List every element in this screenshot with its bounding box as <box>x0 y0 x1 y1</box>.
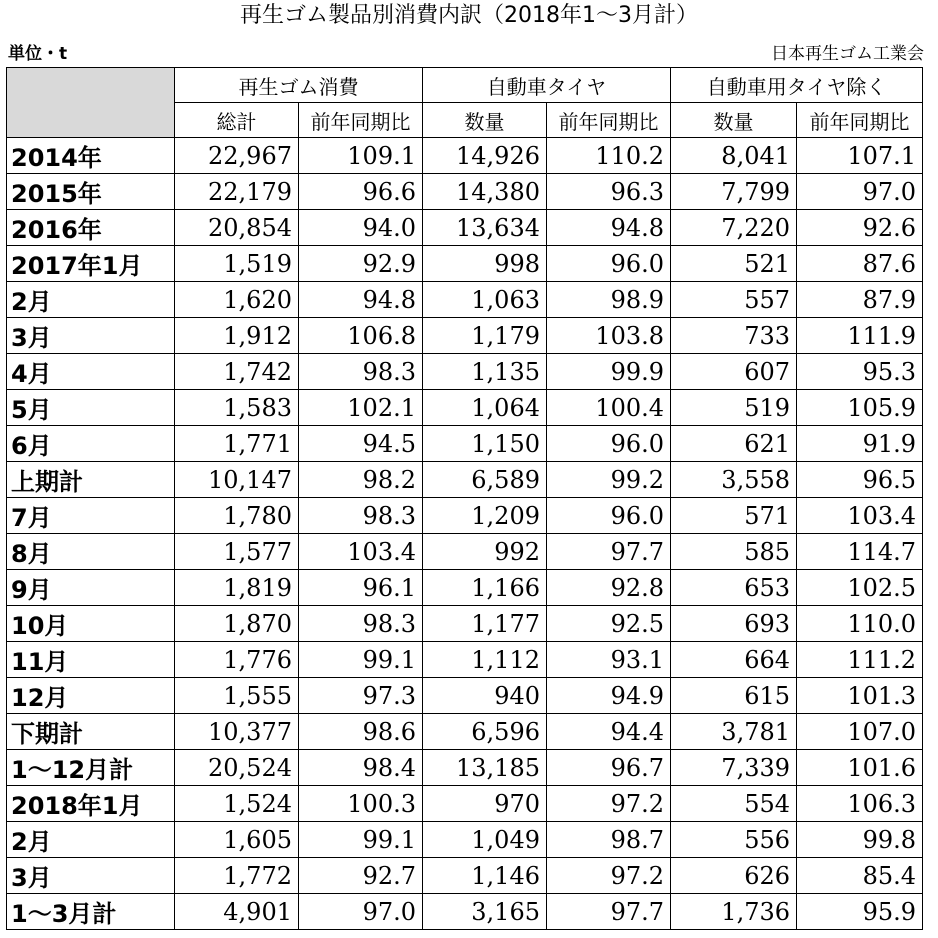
value-cell: 87.6 <box>797 246 923 282</box>
value-cell: 1,780 <box>175 498 299 534</box>
value-cell: 1,736 <box>671 894 797 930</box>
table-row <box>7 606 923 642</box>
value-cell: 1,620 <box>175 282 299 318</box>
value-cell: 1,912 <box>175 318 299 354</box>
value-cell: 1,112 <box>423 642 547 678</box>
value-cell: 940 <box>423 678 547 714</box>
value-cell: 7,339 <box>671 750 797 786</box>
value-cell: 94.8 <box>299 282 423 318</box>
table-row <box>7 570 923 606</box>
value-cell: 98.2 <box>299 462 423 498</box>
value-cell: 1,064 <box>423 390 547 426</box>
value-cell: 992 <box>423 534 547 570</box>
table-row <box>7 642 923 678</box>
value-cell: 8,041 <box>671 138 797 174</box>
value-cell: 1,150 <box>423 426 547 462</box>
value-cell: 92.6 <box>797 210 923 246</box>
row-label: 4月 <box>7 354 175 390</box>
value-cell: 99.1 <box>299 822 423 858</box>
table-row <box>7 858 923 894</box>
value-cell: 92.8 <box>547 570 671 606</box>
value-cell: 1,555 <box>175 678 299 714</box>
value-cell: 99.2 <box>547 462 671 498</box>
value-cell: 96.0 <box>547 246 671 282</box>
organization-name: 日本再生ゴム工業会 <box>771 44 924 64</box>
value-cell: 109.1 <box>299 138 423 174</box>
table-row <box>7 246 923 282</box>
value-cell: 1,166 <box>423 570 547 606</box>
value-cell: 92.7 <box>299 858 423 894</box>
row-label: 2月 <box>7 282 175 318</box>
subheader-cell: 前年同期比 <box>797 103 923 138</box>
value-cell: 1,771 <box>175 426 299 462</box>
value-cell: 85.4 <box>797 858 923 894</box>
value-cell: 101.3 <box>797 678 923 714</box>
value-cell: 557 <box>671 282 797 318</box>
value-cell: 96.7 <box>547 750 671 786</box>
table-row <box>7 390 923 426</box>
value-cell: 96.0 <box>547 498 671 534</box>
value-cell: 3,558 <box>671 462 797 498</box>
value-cell: 733 <box>671 318 797 354</box>
table-row <box>7 498 923 534</box>
value-cell: 101.6 <box>797 750 923 786</box>
value-cell: 103.8 <box>547 318 671 354</box>
row-label: 3月 <box>7 858 175 894</box>
group-header-non-tire: 自動車用タイヤ除く <box>671 68 923 103</box>
table-row <box>7 174 923 210</box>
value-cell: 94.8 <box>547 210 671 246</box>
value-cell: 87.9 <box>797 282 923 318</box>
value-cell: 98.7 <box>547 822 671 858</box>
value-cell: 98.4 <box>299 750 423 786</box>
value-cell: 1,179 <box>423 318 547 354</box>
value-cell: 95.9 <box>797 894 923 930</box>
row-label: 1～12月計 <box>7 750 175 786</box>
group-header-row <box>7 68 923 103</box>
value-cell: 92.5 <box>547 606 671 642</box>
value-cell: 96.5 <box>797 462 923 498</box>
table-row <box>7 354 923 390</box>
value-cell: 97.0 <box>797 174 923 210</box>
row-label: 9月 <box>7 570 175 606</box>
table-row <box>7 678 923 714</box>
page-title: 再生ゴム製品別消費内訳（2018年1～3月計） <box>240 3 698 28</box>
value-cell: 1,063 <box>423 282 547 318</box>
value-cell: 3,165 <box>423 894 547 930</box>
value-cell: 1,519 <box>175 246 299 282</box>
table-row <box>7 462 923 498</box>
group-header-reclaimed-rubber: 再生ゴム消費 <box>175 68 423 103</box>
value-cell: 103.4 <box>299 534 423 570</box>
row-label: 上期計 <box>7 462 175 498</box>
value-cell: 97.7 <box>547 894 671 930</box>
value-cell: 653 <box>671 570 797 606</box>
corner-cell <box>7 68 175 138</box>
table-row <box>7 210 923 246</box>
value-cell: 99.1 <box>299 642 423 678</box>
value-cell: 96.0 <box>547 426 671 462</box>
value-cell: 13,634 <box>423 210 547 246</box>
row-label: 6月 <box>7 426 175 462</box>
value-cell: 97.3 <box>299 678 423 714</box>
value-cell: 98.9 <box>547 282 671 318</box>
value-cell: 1,776 <box>175 642 299 678</box>
value-cell: 94.5 <box>299 426 423 462</box>
table-row <box>7 822 923 858</box>
value-cell: 91.9 <box>797 426 923 462</box>
value-cell: 571 <box>671 498 797 534</box>
value-cell: 100.4 <box>547 390 671 426</box>
row-label: 12月 <box>7 678 175 714</box>
value-cell: 99.9 <box>547 354 671 390</box>
group-header-auto-tires: 自動車タイヤ <box>423 68 671 103</box>
value-cell: 1,870 <box>175 606 299 642</box>
value-cell: 693 <box>671 606 797 642</box>
value-cell: 105.9 <box>797 390 923 426</box>
row-label: 2014年 <box>7 138 175 174</box>
value-cell: 106.3 <box>797 786 923 822</box>
value-cell: 4,901 <box>175 894 299 930</box>
value-cell: 22,179 <box>175 174 299 210</box>
value-cell: 94.4 <box>547 714 671 750</box>
value-cell: 114.7 <box>797 534 923 570</box>
value-cell: 521 <box>671 246 797 282</box>
value-cell: 1,772 <box>175 858 299 894</box>
value-cell: 92.9 <box>299 246 423 282</box>
value-cell: 1,146 <box>423 858 547 894</box>
value-cell: 20,854 <box>175 210 299 246</box>
value-cell: 1,135 <box>423 354 547 390</box>
value-cell: 7,799 <box>671 174 797 210</box>
value-cell: 621 <box>671 426 797 462</box>
unit-label: 単位・t <box>8 44 68 64</box>
value-cell: 97.2 <box>547 858 671 894</box>
value-cell: 1,577 <box>175 534 299 570</box>
value-cell: 1,209 <box>423 498 547 534</box>
row-label: 5月 <box>7 390 175 426</box>
value-cell: 94.9 <box>547 678 671 714</box>
value-cell: 22,967 <box>175 138 299 174</box>
value-cell: 111.2 <box>797 642 923 678</box>
value-cell: 14,380 <box>423 174 547 210</box>
value-cell: 1,583 <box>175 390 299 426</box>
value-cell: 110.0 <box>797 606 923 642</box>
value-cell: 102.1 <box>299 390 423 426</box>
value-cell: 97.2 <box>547 786 671 822</box>
value-cell: 98.3 <box>299 354 423 390</box>
value-cell: 93.1 <box>547 642 671 678</box>
row-label: 3月 <box>7 318 175 354</box>
value-cell: 97.7 <box>547 534 671 570</box>
table-body <box>7 138 923 930</box>
value-cell: 6,596 <box>423 714 547 750</box>
subheader-cell: 数量 <box>671 103 797 138</box>
value-cell: 970 <box>423 786 547 822</box>
value-cell: 13,185 <box>423 750 547 786</box>
value-cell: 107.0 <box>797 714 923 750</box>
value-cell: 519 <box>671 390 797 426</box>
value-cell: 20,524 <box>175 750 299 786</box>
subheader-cell: 前年同期比 <box>547 103 671 138</box>
row-label: 2015年 <box>7 174 175 210</box>
value-cell: 585 <box>671 534 797 570</box>
row-label: 7月 <box>7 498 175 534</box>
table-row <box>7 318 923 354</box>
value-cell: 95.3 <box>797 354 923 390</box>
value-cell: 97.0 <box>299 894 423 930</box>
value-cell: 98.6 <box>299 714 423 750</box>
value-cell: 607 <box>671 354 797 390</box>
value-cell: 10,147 <box>175 462 299 498</box>
table-row <box>7 282 923 318</box>
value-cell: 626 <box>671 858 797 894</box>
value-cell: 1,819 <box>175 570 299 606</box>
table-row <box>7 894 923 930</box>
value-cell: 1,605 <box>175 822 299 858</box>
value-cell: 615 <box>671 678 797 714</box>
value-cell: 111.9 <box>797 318 923 354</box>
row-label: 1～3月計 <box>7 894 175 930</box>
row-label: 8月 <box>7 534 175 570</box>
value-cell: 96.3 <box>547 174 671 210</box>
table-row <box>7 138 923 174</box>
value-cell: 3,781 <box>671 714 797 750</box>
row-label: 11月 <box>7 642 175 678</box>
row-label: 2017年1月 <box>7 246 175 282</box>
subheader-cell: 数量 <box>423 103 547 138</box>
table-row <box>7 714 923 750</box>
table-row <box>7 750 923 786</box>
value-cell: 98.3 <box>299 498 423 534</box>
value-cell: 7,220 <box>671 210 797 246</box>
table-row <box>7 426 923 462</box>
value-cell: 998 <box>423 246 547 282</box>
value-cell: 1,742 <box>175 354 299 390</box>
value-cell: 96.1 <box>299 570 423 606</box>
value-cell: 103.4 <box>797 498 923 534</box>
value-cell: 556 <box>671 822 797 858</box>
row-label: 10月 <box>7 606 175 642</box>
value-cell: 102.5 <box>797 570 923 606</box>
value-cell: 98.3 <box>299 606 423 642</box>
table-row <box>7 534 923 570</box>
consumption-table <box>6 67 923 930</box>
table-row <box>7 786 923 822</box>
row-label: 2月 <box>7 822 175 858</box>
value-cell: 1,177 <box>423 606 547 642</box>
value-cell: 10,377 <box>175 714 299 750</box>
row-label: 2018年1月 <box>7 786 175 822</box>
value-cell: 554 <box>671 786 797 822</box>
value-cell: 100.3 <box>299 786 423 822</box>
row-label: 下期計 <box>7 714 175 750</box>
subheader-cell: 前年同期比 <box>299 103 423 138</box>
subheader-cell: 総計 <box>175 103 299 138</box>
value-cell: 664 <box>671 642 797 678</box>
row-label: 2016年 <box>7 210 175 246</box>
value-cell: 14,926 <box>423 138 547 174</box>
value-cell: 6,589 <box>423 462 547 498</box>
value-cell: 99.8 <box>797 822 923 858</box>
value-cell: 94.0 <box>299 210 423 246</box>
value-cell: 106.8 <box>299 318 423 354</box>
value-cell: 1,049 <box>423 822 547 858</box>
value-cell: 1,524 <box>175 786 299 822</box>
value-cell: 107.1 <box>797 138 923 174</box>
value-cell: 96.6 <box>299 174 423 210</box>
value-cell: 110.2 <box>547 138 671 174</box>
